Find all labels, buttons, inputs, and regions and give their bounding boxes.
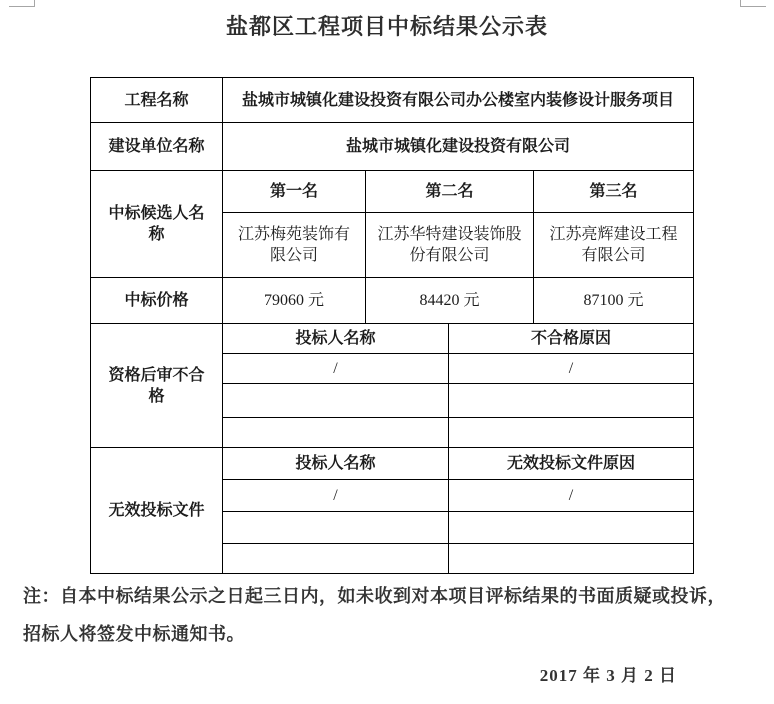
table-row	[91, 78, 694, 123]
unqualified-reason-header: 不合格原因	[449, 324, 694, 354]
unqualified-reason-cell: /	[449, 354, 694, 384]
rank-1-header: 第一名	[223, 171, 366, 213]
invalid-reason-cell: /	[449, 480, 694, 512]
price-label: 中标价格	[91, 278, 223, 324]
bid-result-table	[90, 77, 694, 574]
candidates-label: 中标候选人名称	[91, 171, 223, 278]
project-name-value: 盐城市城镇化建设投资有限公司办公楼室内装修设计服务项目	[223, 78, 694, 123]
unqualified-bidder-cell: /	[223, 354, 449, 384]
invalid-reason-cell	[449, 544, 694, 574]
owner-name-value: 盐城市城镇化建设投资有限公司	[223, 123, 694, 171]
invalid-bidder-cell: /	[223, 480, 449, 512]
table-row	[91, 324, 694, 354]
page-title: 盐都区工程项目中标结果公示表	[225, 14, 548, 39]
footnote-line-2: 招标人将签发中标通知书。	[23, 624, 245, 644]
table-row	[91, 278, 694, 324]
table-row	[91, 123, 694, 171]
candidate-2-name: 江苏华特建设装饰股份有限公司	[366, 213, 534, 278]
invalid-bidder-cell	[223, 544, 449, 574]
page-margin-mark-top-left	[9, 0, 35, 7]
unqualified-bidder-cell	[223, 418, 449, 448]
rank-2-header: 第二名	[366, 171, 534, 213]
page-margin-mark-top-right	[740, 0, 766, 7]
invalid-bid-label: 无效投标文件	[91, 448, 223, 574]
unqualified-reason-cell	[449, 384, 694, 418]
invalid-reason-cell	[449, 512, 694, 544]
invalid-bidder-header: 投标人名称	[223, 448, 449, 480]
candidate-1-name: 江苏梅苑装饰有限公司	[223, 213, 366, 278]
invalid-reason-header: 无效投标文件原因	[449, 448, 694, 480]
rank-3-header: 第三名	[534, 171, 694, 213]
footnote-line-1: 注：自本中标结果公示之日起三日内，如未收到对本项目评标结果的书面质疑或投诉，	[23, 586, 726, 606]
invalid-bidder-cell	[223, 512, 449, 544]
price-1-value: 79060 元	[223, 278, 366, 324]
unqualified-bidder-header: 投标人名称	[223, 324, 449, 354]
table-row	[91, 171, 694, 213]
table-row	[91, 448, 694, 480]
unqualified-bidder-cell	[223, 384, 449, 418]
owner-name-label: 建设单位名称	[91, 123, 223, 171]
unqualified-reason-cell	[449, 418, 694, 448]
document-date: 2017 年 3 月 2 日	[539, 666, 677, 685]
candidate-3-name: 江苏亮辉建设工程有限公司	[534, 213, 694, 278]
unqualified-label: 资格后审不合格	[91, 324, 223, 448]
project-name-label: 工程名称	[91, 78, 223, 123]
price-3-value: 87100 元	[534, 278, 694, 324]
price-2-value: 84420 元	[366, 278, 534, 324]
